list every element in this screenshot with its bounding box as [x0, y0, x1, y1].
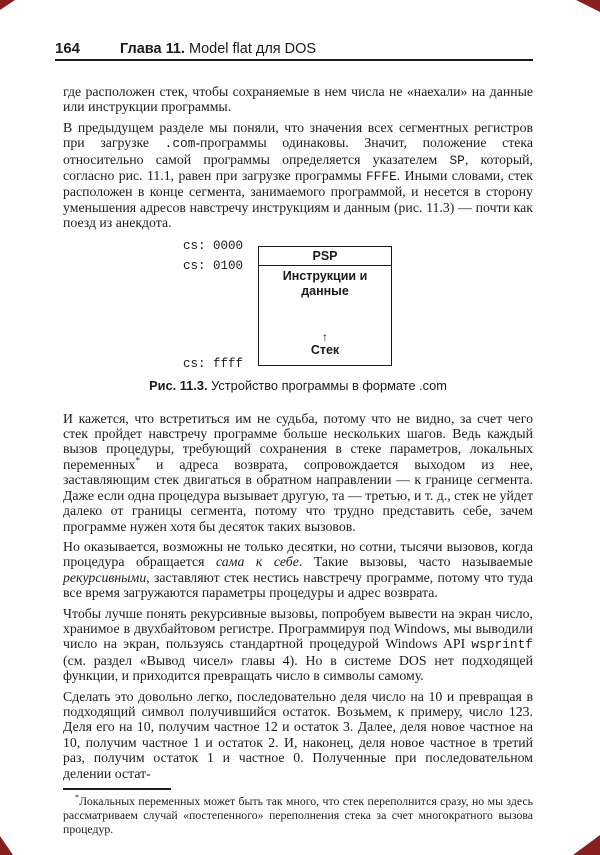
- paragraph: где расположен стек, чтобы сохраняемые в нем числа не «наехали» на данные или инструкции программы.: [63, 84, 533, 115]
- scan-corner-top-left-icon: [0, 0, 15, 10]
- scan-corner-bottom-left-icon: [0, 836, 13, 855]
- paragraph: И кажется, что встретиться им не судьба, потому что не видно, за счет чего стек пройдет навстречу программе больше нескольких шагов. Ведь каждый вызов процедуры, требующий сохранения в стеке параметров, локальных переменных* и адреса возврата, сопровождается выходом из нее, заставляющим стек двигаться в обратном направлении — к границе сегмента. Даже если одна процедура вызывает другую, та — третью, и т. д., стек не уйдет далеко от границы сегмента, потому что трудно представить себе, зачем программе нужен хотя бы десяток таких вызовов.: [63, 410, 533, 534]
- text-column: [63, 84, 533, 836]
- figure-caption-text: Устройство программы в формате .com: [207, 377, 447, 393]
- cs-ffff-label: cs: ffff: [183, 356, 244, 371]
- footnote-separator: [63, 788, 171, 790]
- memory-box: [258, 246, 392, 366]
- page-number: 164: [55, 40, 81, 57]
- scan-corner-bottom-right-icon: [573, 835, 600, 855]
- running-head: [55, 41, 533, 57]
- stack-block: [259, 329, 391, 357]
- figure-11-3: [63, 239, 533, 393]
- scan-corner-top-right-icon: [576, 0, 600, 12]
- psp-section: PSP: [259, 247, 391, 266]
- up-arrow-icon: ↑: [322, 329, 328, 344]
- paragraph: Чтобы лучше понять рекурсивные вызовы, попробуем вывести на экран число, хранимое в двухбайтовом регистре. Программируя под Windows, мы выводили число на экран, пользуясь стандартной процедурой Windows API wsprintf (см. раздел «Вывод чисел» главы 4). Но в системе DOS нет подходящей функции, и приходится превращать число в символы самому.: [63, 605, 533, 684]
- header-rule: [55, 59, 533, 61]
- paragraph: В предыдущем разделе мы поняли, что значения всех сегментных регистров при загрузке .com-программы одинаковы. Значит, положение стека относительно самой программы определяется указателем SP, который, согласно рис. 11.1, равен при загрузке программы FFFE. Иными словами, стек расположен в конце сегмента, занимаемого программой, и несется в сторону уменьшения адресов навстречу инструкциям и данным (рис. 11.3) — почти как поезд из анекдота.: [63, 119, 534, 231]
- paragraph: Но оказывается, возможны не только десятки, но сотни, тысячи вызовов, когда процедура обращается сама к себе. Такие вызовы, часто называемые рекурсивными, заставляют стек нестись навстречу программе, потому что туда все время загружаются параметры процедуры и адрес возврата.: [63, 538, 533, 601]
- instructions-label: Инструкции и данные: [282, 268, 368, 298]
- figure-canvas: [63, 239, 533, 371]
- paragraph: *Локальных переменных может быть так много, что стек переполнится сразу, но мы здесь рассматриваем случай «постепенного» переполнения стека за счет многократного вызова процедур.: [63, 792, 533, 836]
- chapter-label: Глава 11.: [120, 41, 185, 57]
- cs-0100-label: cs: 0100: [183, 258, 244, 273]
- figure-caption-number: Рис. 11.3.: [149, 377, 208, 393]
- stack-label: Стек: [310, 342, 340, 357]
- cs-0000-label: cs: 0000: [183, 238, 244, 253]
- paragraphs-after-figure: [63, 411, 533, 781]
- chapter-title: Model flat для DOS: [188, 41, 317, 57]
- figure-caption: [63, 378, 533, 393]
- footnote: [63, 794, 533, 837]
- paragraph: Сделать это довольно легко, последовательно деля число на 10 и превращая в подходящий символ получившийся остаток. Возьмем, к примеру, число 123. Деля его на 10, получим частное 12 и остаток 3. Далее, деля новое частное на 10, получим частное 1 и остаток 2. И, наконец, деля новое частное в третий раз, получим остаток 1 и частное 0. Полученные при последовательном делении остат-: [63, 688, 533, 781]
- paragraphs-before-figure: [63, 84, 533, 231]
